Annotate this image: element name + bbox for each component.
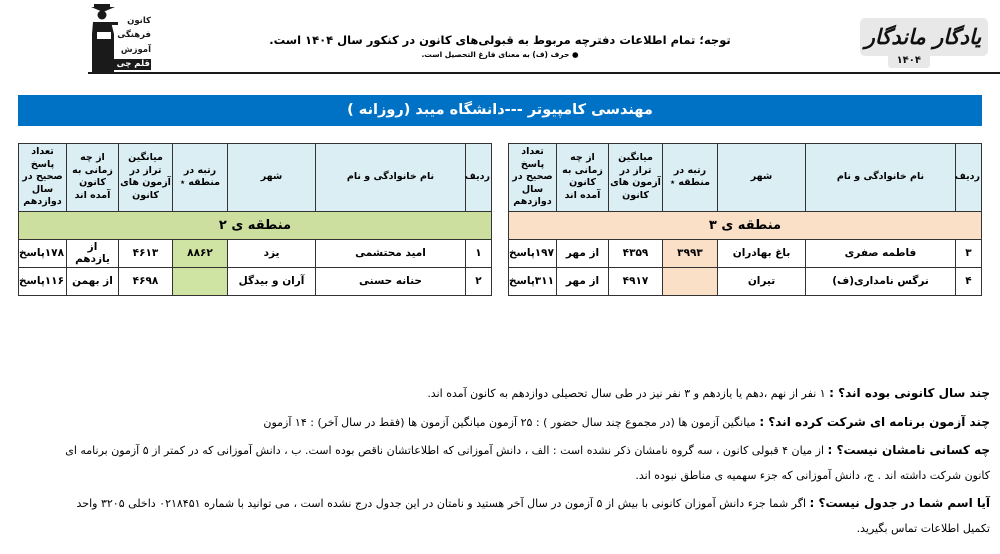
kanoon-logo [88,4,150,76]
cell-since: از مهر [557,267,609,295]
logo-line-2: فرهنگی [117,30,151,41]
table-row [509,239,982,267]
faq-question-3: چه کسانی نامشان نیست؟ : [827,443,990,457]
faq-question-1: چند سال کانونی بوده اند؟ : [829,386,990,400]
results-tables [18,143,982,296]
cell-rank: ۸۸۶۲ [173,239,228,267]
cell-city: تیران [718,267,806,295]
page-header [0,0,1000,86]
kanoon-logo-wordmark [113,16,151,70]
notice-main-text: توجه؛ تمام اطلاعات دفترچه مربوط به قبولی‌های کانون در کنکور سال ۱۴۰۴ است. [269,33,731,47]
logo-line-3: آموزش [120,44,151,55]
cell-name: فاطمه صفری [806,239,956,267]
faq-answer-3-line2-wrap [10,465,990,488]
col-header-since: از چه زمانی به کانون آمده اند [67,144,119,212]
cell-average: ۴۳۵۹ [609,239,663,267]
cell-answers: ۳۱۱پاسخ [509,267,557,295]
notice-block [150,33,850,60]
faq-item-1 [10,382,990,406]
table-row [509,267,982,295]
cell-average: ۴۹۱۷ [609,267,663,295]
cell-name: حنانه حسنی [316,267,466,295]
notice-sub-text: ● حرف (ف) به معنای فارغ التحصیل است. [421,50,579,59]
faq-item-3 [10,439,990,463]
faq-answer-3-line2: کانون شرکت داشته اند . ج، دانش آموزانی که جزء سهمیه ی مناطق نبوده اند. [635,468,990,482]
cell-rank [173,267,228,295]
cell-answers: ۱۹۷پاسخ [509,239,557,267]
table-header-row [509,144,982,212]
region2-label-row [19,211,492,239]
col-header-average: میانگین تراز در آزمون های کانون [119,144,173,212]
col-header-city: شهر [228,144,316,212]
region3-label: منطقه ی ۳ [509,211,982,239]
cell-radif: ۲ [466,267,492,295]
col-header-average: میانگین تراز در آزمون های کانون [609,144,663,212]
cell-rank [663,267,718,295]
faq-answer-1: ۱ نفر از نهم ،دهم یا یازدهم و ۳ نفر نیز در طی سال تحصیلی دوازدهم به کانون آمده اند. [427,387,826,400]
table-row [19,239,492,267]
cell-answers: ۱۱۶پاسخ [19,267,67,295]
cell-name: نرگس نامداری(ف) [806,267,956,295]
cell-city: آران و بیدگل [228,267,316,295]
faq-question-2: چند آزمون برنامه ای شرکت کرده اند؟ : [759,414,990,429]
page-title: مهندسی کامپیوتر ---دانشگاه میبد (روزانه ) [18,95,982,126]
cell-since: از مهر [557,239,609,267]
brand-year-badge: ۱۴۰۴ [888,53,930,68]
faq-answer-2: میانگین آزمون ها (در مجموع چند سال حضور ) : ۲۵ آزمون میانگین آزمون ها (فقط در سال آخر) : ۱۴ آزمون [263,415,756,429]
cell-city: باغ بهادران [718,239,806,267]
faq-item-4 [10,492,990,516]
faq-answer-4: اگر شما جزء دانش آموزان کانونی با بیش از ۵ آزمون در سال آخر هستید و نامتان در این جدول درج نشده است ، می توانید با شماره ۰۲۱۸۴۵۱ داخلی ۳۲۰۵ واحد [76,497,807,510]
faq-answer-3: از میان ۴ قبولی کانون ، سه گروه نامشان ذکر نشده است : الف ، دانش آموزانی که اطلاعاتشان ناقص بوده است. ب ، دانش آموزانی که در کمتر از ۵ آزمون برنامه ای [65,444,825,457]
faq-answer-4-line2-wrap [10,518,990,541]
col-header-radif: ردیف [956,144,982,212]
region2-label: منطقه ی ۲ [19,211,492,239]
col-header-city: شهر [718,144,806,212]
faq-question-4: آیا اسم شما در جدول نیست؟ : [809,496,990,510]
region3-table [508,143,982,296]
table-header-row [19,144,492,212]
region2-table [18,143,492,296]
cell-average: ۴۶۱۳ [119,239,173,267]
cell-radif: ۳ [956,239,982,267]
faq-answer-4-line2: تکمیل اطلاعات تماس بگیرید. [856,521,990,535]
col-header-answers: تعداد پاسخ صحیح در سال دوازدهم [19,144,67,212]
brand-logo [852,18,992,76]
cell-radif: ۱ [466,239,492,267]
cell-since: از بهمن [67,267,119,295]
table-row [19,267,492,295]
cell-city: یزد [228,239,316,267]
cell-rank: ۳۹۹۳ [663,239,718,267]
region3-label-row [509,211,982,239]
cell-answers: ۱۷۸پاسخ [19,239,67,267]
cell-since: از یازدهم [67,239,119,267]
cell-average: ۴۶۹۸ [119,267,173,295]
col-header-rank: رتبه در منطقه ٭ [173,144,228,212]
faq-section [10,382,990,545]
cell-radif: ۴ [956,267,982,295]
col-header-answers: تعداد پاسخ صحیح در سال دوازدهم [509,144,557,212]
brand-title: یادگار ماندگار [864,24,982,49]
col-header-name: نام خانوادگی و نام [806,144,956,212]
col-header-rank: رتبه در منطقه ٭ [663,144,718,212]
cell-name: امید محتشمی [316,239,466,267]
faq-item-2 [10,411,990,435]
col-header-name: نام خانوادگی و نام [316,144,466,212]
logo-line-1: کانون [127,16,151,26]
col-header-radif: ردیف [466,144,492,212]
col-header-since: از چه زمانی به کانون آمده اند [557,144,609,212]
logo-line-4: قلم چی [113,59,151,70]
